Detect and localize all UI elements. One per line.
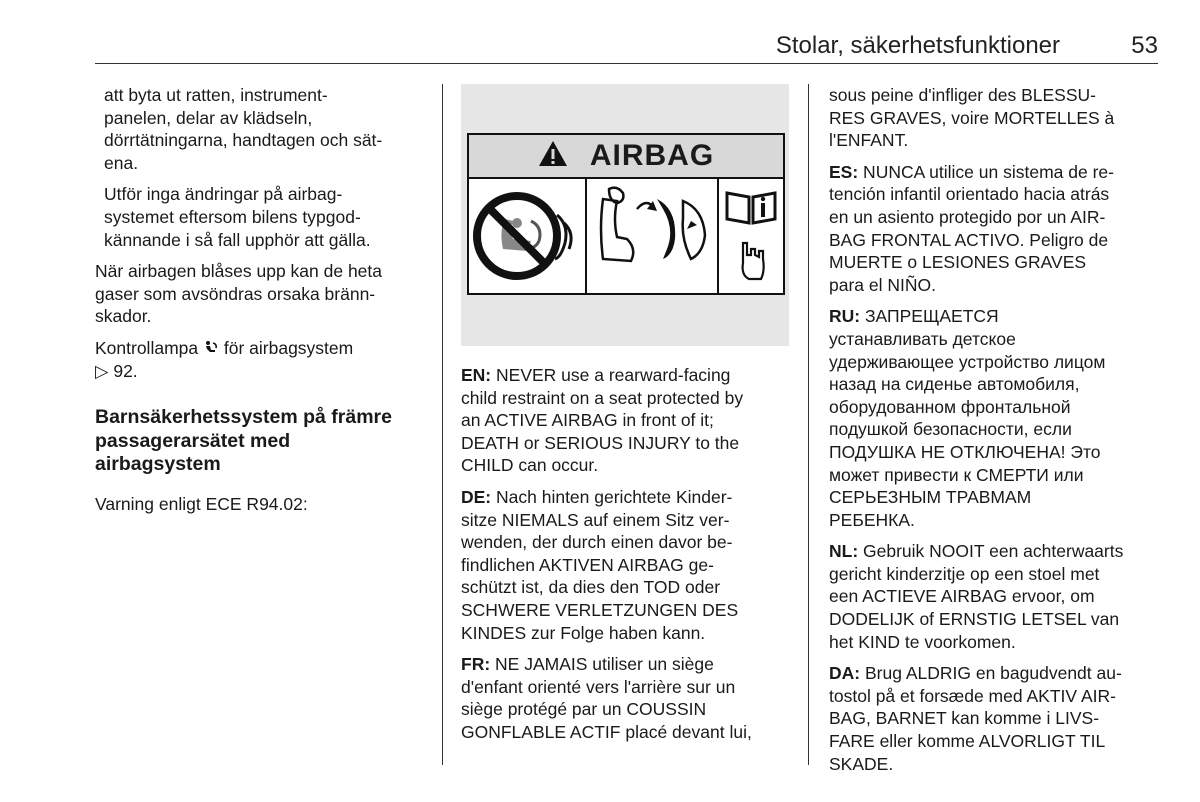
airbag-label-pictograms bbox=[469, 179, 783, 293]
warning-de: DE: Nach hinten gerichtete Kinder- sitze NIEMALS auf einem Sitz ver- wenden, der durch einen davor be- findlichen AKTIVEN AIRBAG ge- schützt ist, da dies den TOD oder SCHWERE VERLETZUNGEN DES KINDES zur Folge haben kann. bbox=[461, 486, 739, 643]
warning-fr-continued: sous peine d'infliger des BLESSU- RES GRAVES, voire MORTELLES à l'ENFANT. bbox=[829, 85, 1115, 151]
warning-ru: RU: ЗАПРЕЩАЕТСЯ устанавливать детское удерживающее устройство лицом назад на сиденье автомобиля, оборудованном фронтальной подушкой безопасности, если ПОДУШКА НЕ ОТКЛЮЧЕНА! Это может привести к СМЕРТИ или СЕРЬЕЗНЫМ ТРАВМАМ РЕБЕНКА. bbox=[829, 306, 1106, 530]
warning-en: EN: NEVER use a rearward-facing child restraint on a seat protected by an ACTIVE AIRBAG in front of it; DEATH or SERIOUS INJURY to the CHILD can occur. bbox=[461, 365, 744, 476]
column-2 bbox=[461, 364, 786, 753]
column-divider-1 bbox=[442, 84, 443, 765]
warning-es: ES: NUNCA utilice un sistema de re- tención infantil orientado hacia atrás en un asiento protegido por un AIR- BAG FRONTAL ACTIVO. Peligro de MUERTE o LESIONES GRAVES para el NIÑO. bbox=[829, 161, 1114, 295]
section-heading: Barnsäkerhetssystem på främre passagerarsätet med airbagsystem bbox=[95, 406, 392, 476]
header-rule bbox=[95, 63, 1158, 64]
seat-airbag-deploy-icon bbox=[587, 179, 719, 293]
airbag-label-header bbox=[469, 135, 783, 179]
airbag-person-icon bbox=[203, 338, 224, 358]
airbag-label-title: AIRBAG bbox=[589, 139, 715, 172]
page-number: 53 bbox=[1131, 32, 1158, 59]
column-divider-2 bbox=[808, 84, 809, 765]
no-rear-facing-seat-icon bbox=[469, 179, 587, 293]
paragraph-ece-warning: Varning enligt ECE R94.02: bbox=[95, 493, 308, 514]
paragraph-control-lamp: Kontrollampa för airbagsystem ▷ 92. bbox=[95, 337, 430, 382]
paragraph-hot-gases: När airbagen blåses upp kan de heta gaser som avsöndras orsaka bränn- skador. bbox=[95, 261, 383, 327]
warning-da: DA: Brug ALDRIG en bagudvendt au- tostol på et forsæde med AKTIV AIR- BAG, BARNET kan komme i LIVS- FARE eller komme ALVORLIGT TIL SKADE. bbox=[829, 663, 1122, 774]
warning-fr: FR: NE JAMAIS utiliser un siège d'enfant orienté vers l'arrière sur un siège protégé par un COUSSIN GONFLABLE ACTIF placé devant lui, bbox=[461, 654, 752, 742]
warning-nl: NL: Gebruik NOOIT een achterwaarts gericht kinderzitje op een stoel met een ACTIEVE AIRBAG ervoor, om DODELIJK of ERNSTIG LETSEL van het KIND te voorkomen. bbox=[829, 541, 1124, 652]
column-3 bbox=[829, 84, 1159, 784]
page-reference-link[interactable]: ▷ 92. bbox=[95, 360, 138, 381]
running-header-title: Stolar, säkerhetsfunktioner bbox=[775, 32, 1060, 59]
column-1 bbox=[95, 84, 430, 524]
warning-triangle-icon bbox=[538, 140, 568, 172]
paragraph-trim-list: att byta ut ratten, instrument- panelen, delar av klädseln, dörrtätningarna, handtagen och sät- ena. bbox=[104, 85, 383, 173]
airbag-warning-label bbox=[467, 133, 785, 295]
read-manual-icon bbox=[719, 179, 783, 293]
paragraph-no-modifications: Utför inga ändringar på airbag- systemet eftersom bilens typgod- kännande i så fall upphör att gälla. bbox=[104, 184, 371, 250]
reference-arrow-icon: ▷ bbox=[95, 360, 109, 381]
